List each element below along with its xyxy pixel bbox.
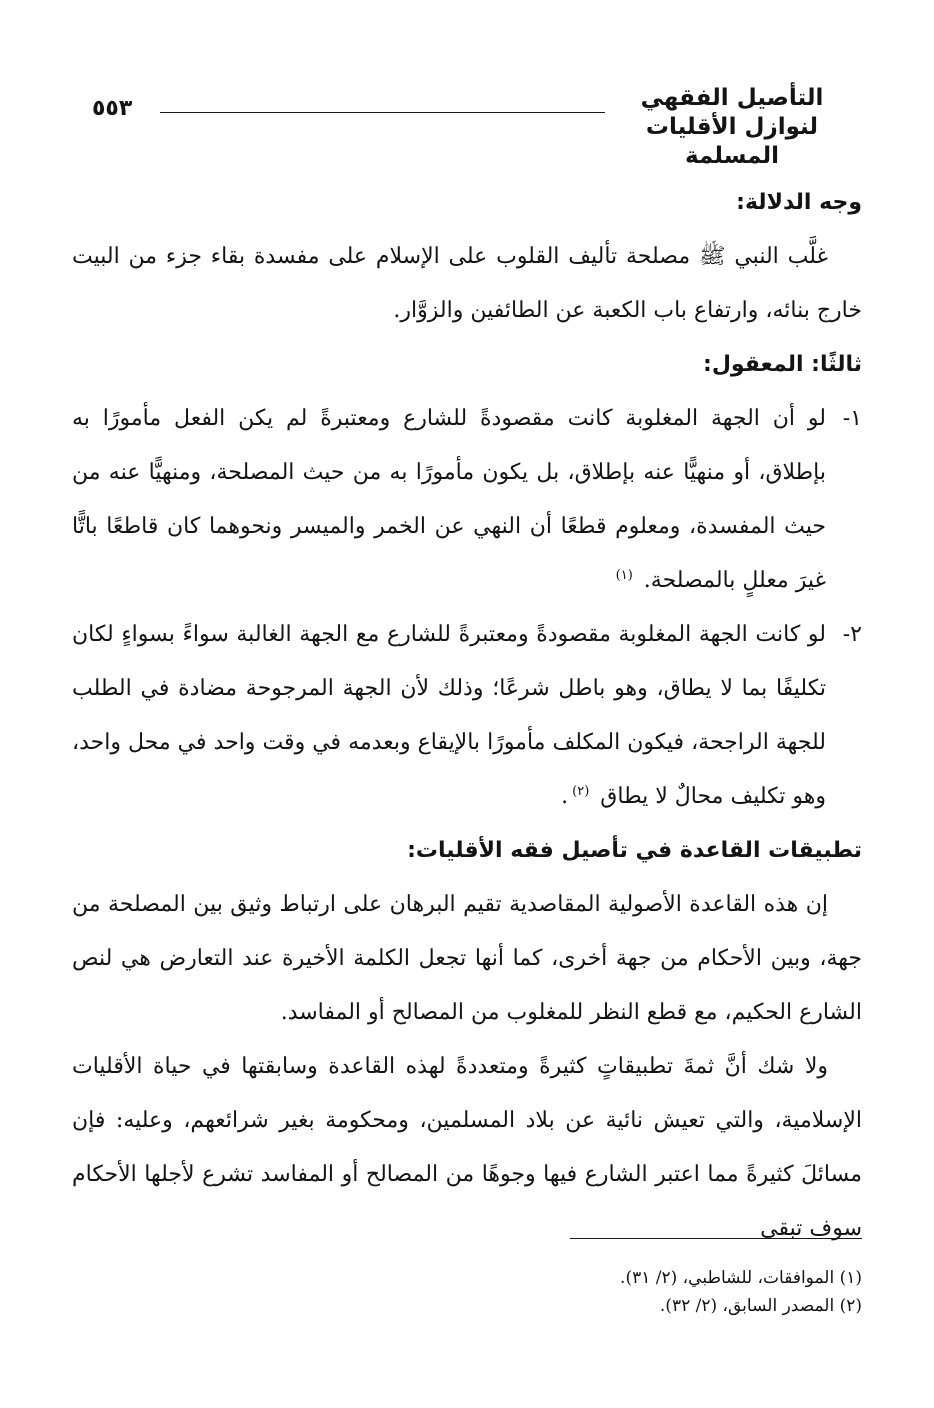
numbered-item-1 xyxy=(72,392,862,608)
footnote-1: (١) الموافقات، للشاطبي، (٢/ ٣١). xyxy=(620,1268,862,1288)
item-text-end: . xyxy=(561,784,569,809)
header-title-line-1: التأصيل الفقهي xyxy=(640,85,824,111)
footnote-ref-1: (١) xyxy=(615,567,633,583)
item-text: لو كانت الجهة المغلوبة مقصودةً ومعتبرةً للشارع مع الجهة الغالبة سواءً بسواءٍ لكان تكليفًا بما لا يطاق، وهو باطل شرعًا؛ وذلك لأن الجهة المرجوحة مضادة في الطلب للجهة الراجحة، فيكون المكلف مأمورًا بالإيقاع وبعدمه في وقت واحد في محل واحد، وهو تكليف محالٌ لا يطاق xyxy=(72,622,826,809)
item-number: ٢- xyxy=(842,622,862,647)
paragraph-applications-2: ولا شك أنَّ ثمةَ تطبيقاتٍ كثيرةً ومتعددةً لهذه القاعدة وسابقتها في حياة الأقليات الإسلامية، والتي تعيش نائية عن بلاد المسلمين، ومحكومة بغير شرائعهم، وعليه: فإن مسائلَ كثيرةً مما اعتبر الشارع فيها وجوهًا من المصالح أو المفاسد تشرع لأجلها الأحكام سوف تبقى xyxy=(72,1054,862,1241)
footnote-separator xyxy=(570,1238,862,1239)
footnote-ref-2: (٢) xyxy=(572,783,590,799)
heading-applications: تطبيقات القاعدة في تأصيل فقه الأقليات: xyxy=(407,838,862,863)
heading-evidence: وجه الدلالة: xyxy=(736,190,862,215)
footnote-2: (٢) المصدر السابق، (٢/ ٣٢). xyxy=(659,1296,862,1316)
footnotes xyxy=(72,1264,862,1320)
numbered-item-2 xyxy=(72,608,862,824)
header-title-line-2: لنوازل الأقليات المسلمة xyxy=(645,114,819,169)
running-header-title xyxy=(602,84,862,171)
main-text xyxy=(72,176,862,1256)
item-number: ١- xyxy=(842,406,862,431)
header-rule xyxy=(160,112,605,113)
page-number: ٥٥٣ xyxy=(92,96,133,121)
heading-rational-evidence: ثالثًا: المعقول: xyxy=(703,352,862,377)
item-text: لو أن الجهة المغلوبة كانت مقصودةً للشارع ومعتبرةً لم يكن الفعل مأمورًا به بإطلاق، أو منهيًّا عنه بإطلاق، بل يكون مأمورًا به من حيث المصلحة، ومنهيًّا عنه من حيث المفسدة، ومعلوم قطعًا أن النهي عن الخمر والميسر ونحوهما كان قاطعًا باتًّا غيرَ معللٍ بالمصلحة. xyxy=(72,406,826,593)
paragraph-evidence: غلَّب النبي ﷺ مصلحة تأليف القلوب على الإسلام على مفسدة بقاء جزء من البيت خارج بنائه، وارتفاع باب الكعبة عن الطائفين والزوَّار. xyxy=(72,244,862,323)
paragraph-applications-1: إن هذه القاعدة الأصولية المقاصدية تقيم البرهان على ارتباط وثيق بين المصلحة من جهة، وبين الأحكام من جهة أخرى، كما أنها تجعل الكلمة الأخيرة عند التعارض هي لنص الشارع الحكيم، مع قطع النظر للمغلوب من المصالح أو المفاسد. xyxy=(72,892,862,1025)
